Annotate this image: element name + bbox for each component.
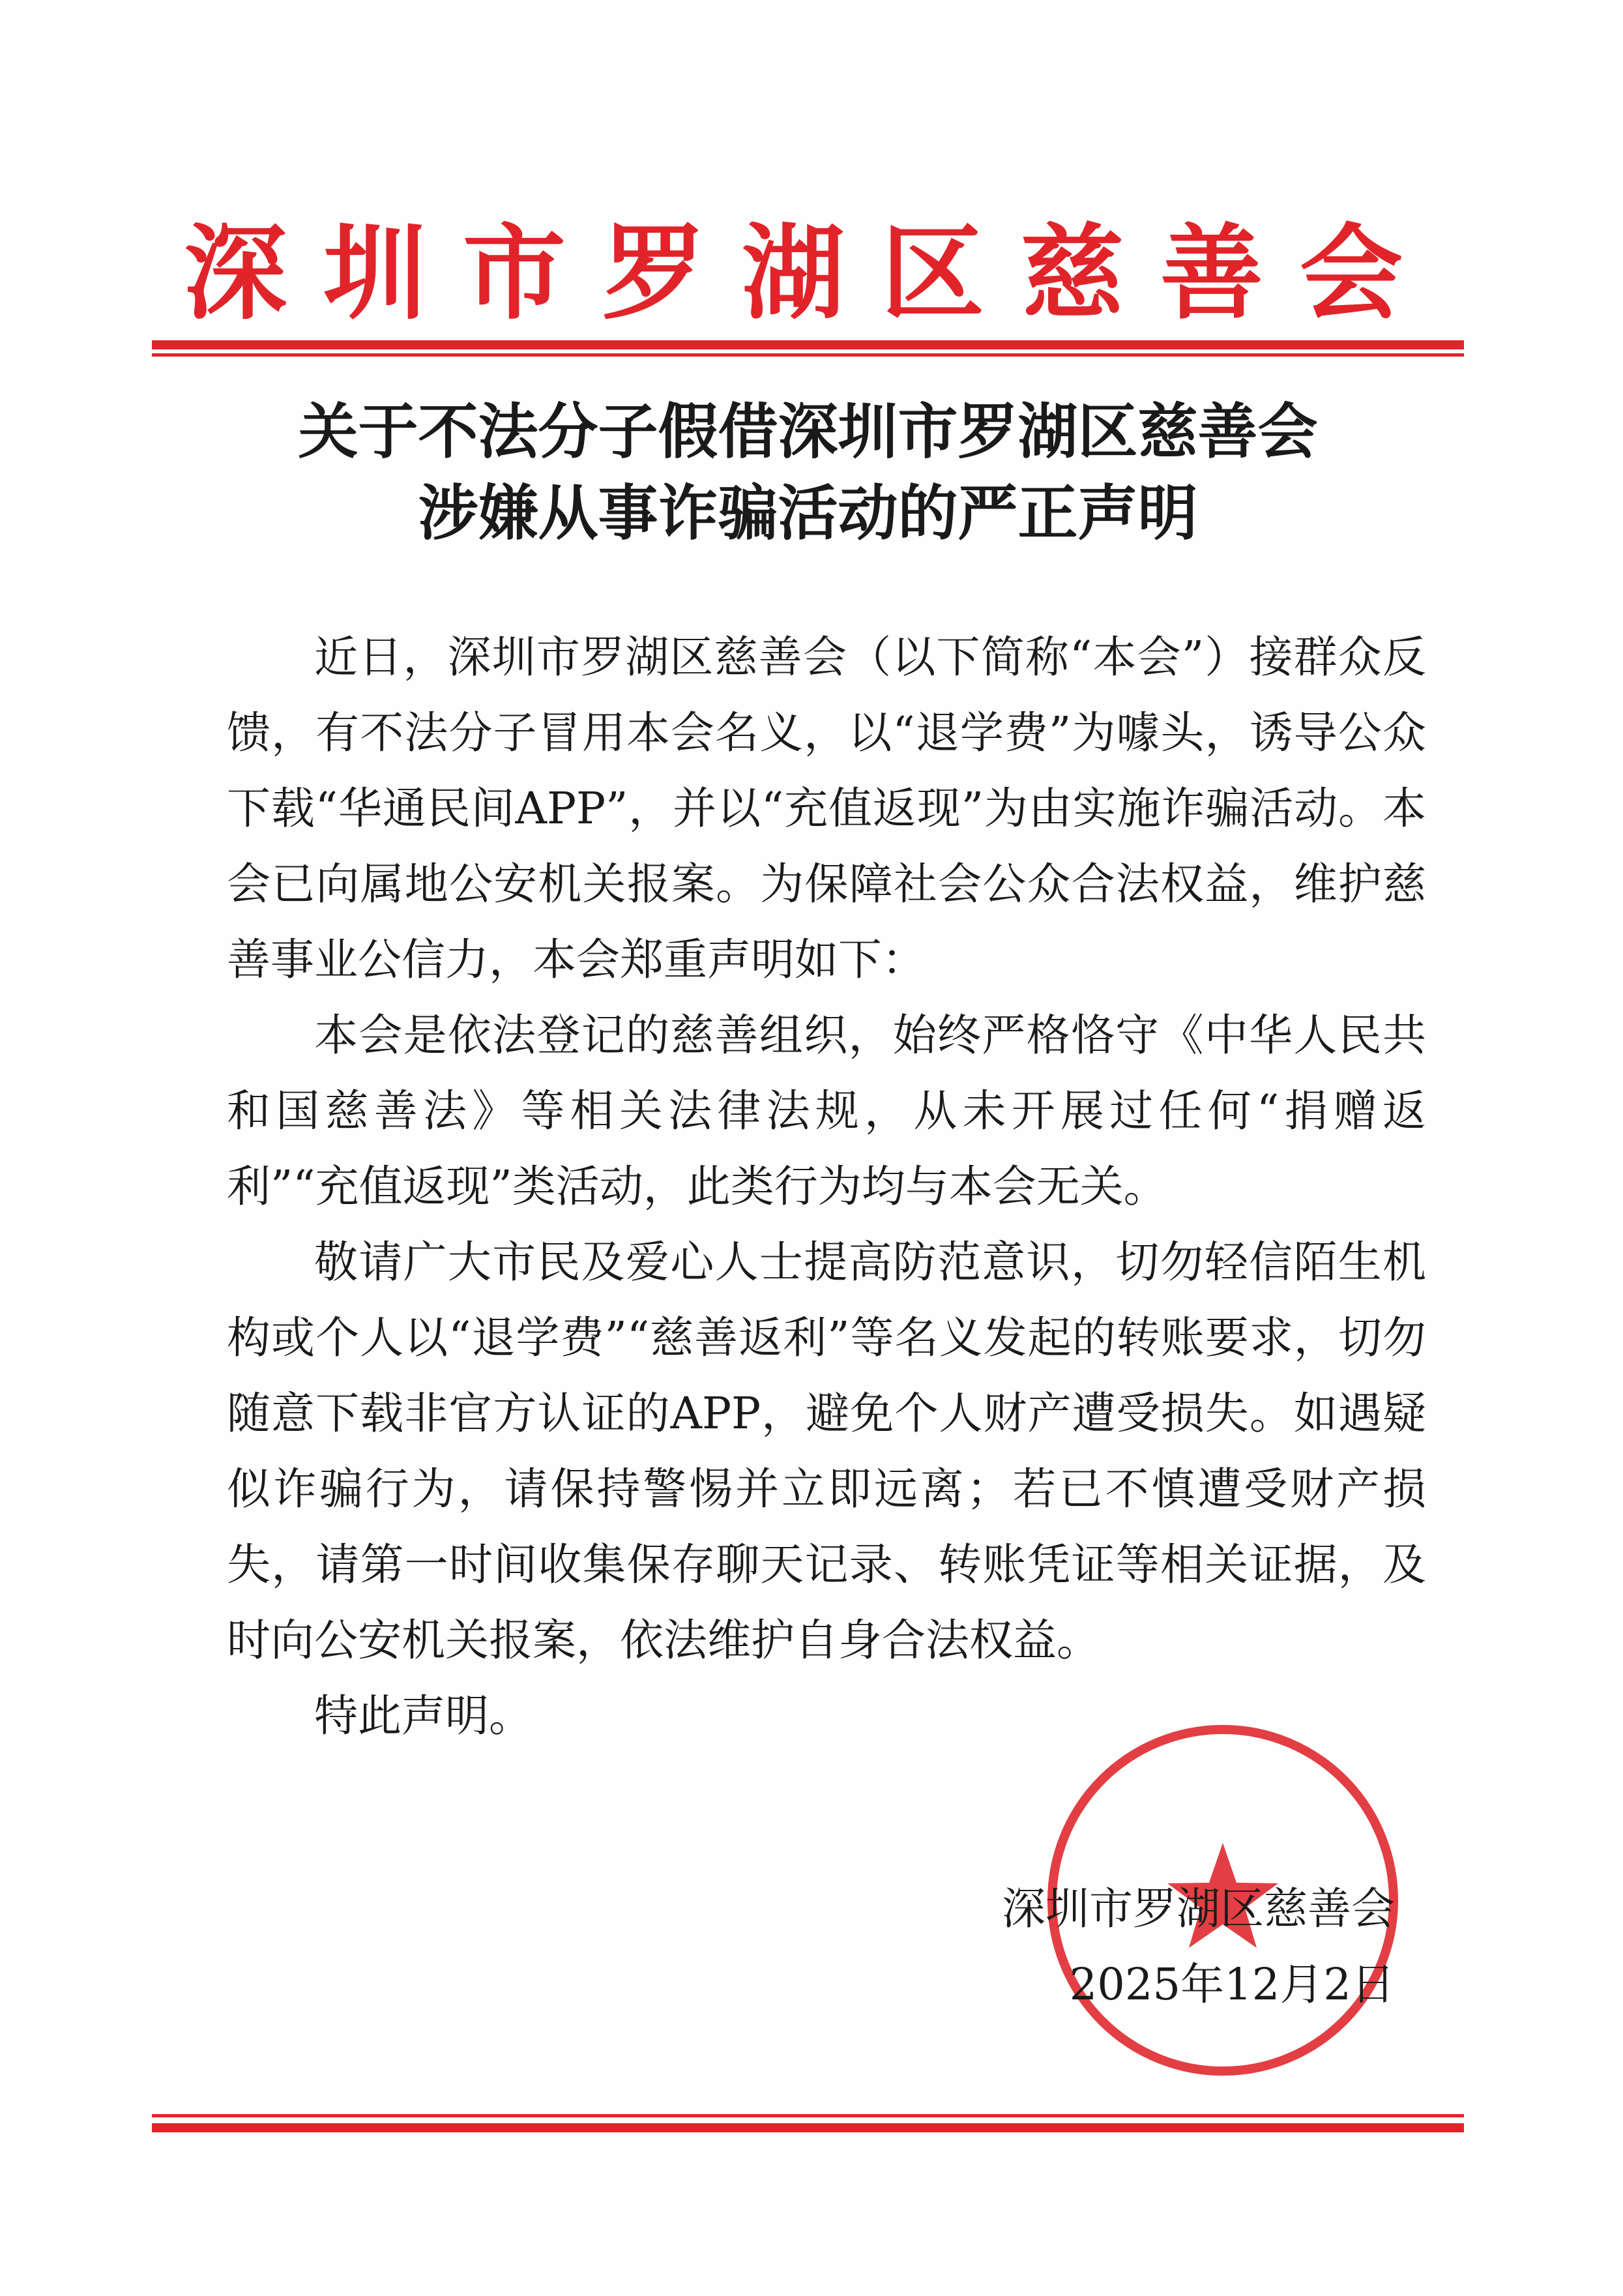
header-rule-thick	[152, 340, 1464, 349]
body-paragraph-2: 本会是依法登记的慈善组织，始终严格恪守《中华人民共和国慈善法》等相关法律法规，从未开展过任何“捐赠返利”“充值返现”类活动，此类行为均与本会无关。	[227, 1010, 1426, 1212]
body-paragraph-1: 近日，深圳市罗湖区慈善会（以下简称“本会”）接群众反馈，有不法分子冒用本会名义，以“退学费”为噱头，诱导公众下载“华通民间APP”，并以“充值返现”为由实施诈骗活动。本会已向属地公安机关报案。为保障社会公众合法权益，维护慈善事业公信力，本会郑重声明如下：	[227, 632, 1426, 985]
footer-rule-thin	[152, 2114, 1464, 2117]
body-paragraph-3: 敬请广大市民及爱心人士提高防范意识，切勿轻信陌生机构或个人以“退学费”“慈善返利”等名义发起的转账要求，切勿随意下载非官方认证的APP，避免个人财产遭受损失。如遇疑似诈骗行为，请保持警惕并立即远离；若已不慎遭受财产损失，请第一时间收集保存聊天记录、转账凭证等相关证据，及时向公安机关报案，依法维护自身合法权益。	[227, 1237, 1426, 1666]
header-rule-thin	[152, 353, 1464, 357]
footer-rule-thick	[152, 2123, 1464, 2132]
body-paragraph-4: 特此声明。	[314, 1690, 533, 1741]
document-body	[227, 619, 1426, 1754]
title-line-1: 关于不法分子假借深圳市罗湖区慈善会	[298, 396, 1318, 467]
title-line-2: 涉嫌从事诈骗活动的严正声明	[418, 478, 1198, 548]
document-title	[152, 391, 1464, 554]
masthead-org-name: 深圳市罗湖区慈善会	[184, 213, 1439, 334]
signature-org: 深圳市罗湖区慈善会	[1002, 1883, 1395, 1934]
signature-block	[1002, 1871, 1395, 2022]
signature-date: 2025年12月2日	[1069, 1959, 1395, 2010]
